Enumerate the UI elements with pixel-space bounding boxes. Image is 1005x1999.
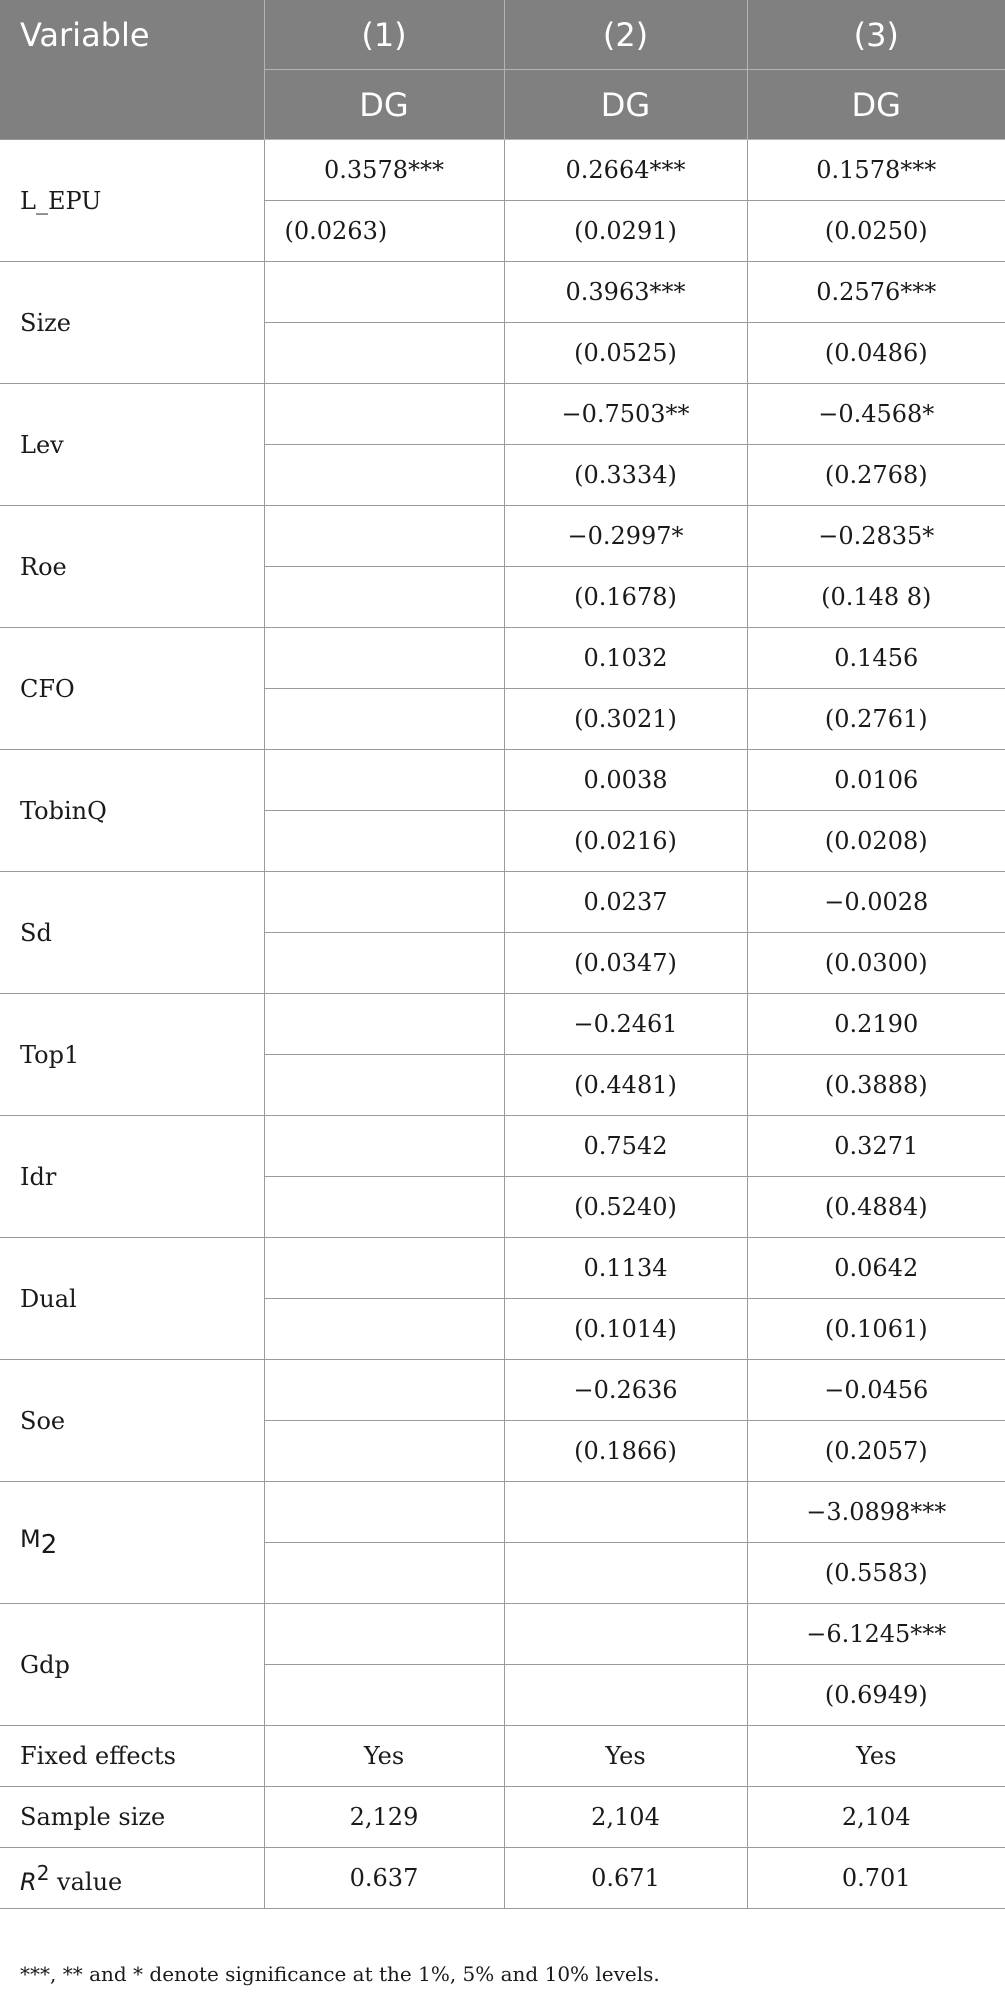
coef-cell: 0.3963*** <box>504 262 747 323</box>
header-model-1: (1) <box>264 0 504 70</box>
table-row <box>0 750 1005 811</box>
coef-cell <box>264 872 504 933</box>
coef-cell: 0.2664*** <box>504 140 747 201</box>
se-cell: (0.0300) <box>747 933 1005 994</box>
table-row <box>0 1482 1005 1543</box>
coef-cell <box>264 1482 504 1543</box>
se-cell: (0.0347) <box>504 933 747 994</box>
table-row <box>0 994 1005 1055</box>
variable-name: Roe <box>0 506 264 628</box>
variable-name: TobinQ <box>0 750 264 872</box>
coef-cell: 0.3271 <box>747 1116 1005 1177</box>
coef-cell <box>264 1604 504 1665</box>
coef-cell: −0.2636 <box>504 1360 747 1421</box>
se-cell: (0.2761) <box>747 689 1005 750</box>
coef-cell <box>264 384 504 445</box>
coef-cell: 0.1134 <box>504 1238 747 1299</box>
se-cell: (0.3021) <box>504 689 747 750</box>
sample-size-value: 2,104 <box>747 1787 1005 1848</box>
header-model-2: (2) <box>504 0 747 70</box>
se-cell: (0.3334) <box>504 445 747 506</box>
se-cell: (0.4481) <box>504 1055 747 1116</box>
variable-name: L_EPU <box>0 140 264 262</box>
table-row <box>0 1360 1005 1421</box>
table-row <box>0 262 1005 323</box>
variable-name: Lev <box>0 384 264 506</box>
coef-cell <box>264 262 504 323</box>
table-row <box>0 384 1005 445</box>
coef-cell: −0.2461 <box>504 994 747 1055</box>
coef-cell: 0.7542 <box>504 1116 747 1177</box>
fixed-effects-value: Yes <box>504 1726 747 1787</box>
coef-cell <box>264 1360 504 1421</box>
coef-cell: 0.0642 <box>747 1238 1005 1299</box>
coef-cell: −0.0028 <box>747 872 1005 933</box>
coef-cell: −0.0456 <box>747 1360 1005 1421</box>
r-squared-value: 0.671 <box>504 1848 747 1909</box>
sample-size-label: Sample size <box>0 1787 264 1848</box>
variable-name: Dual <box>0 1238 264 1360</box>
coef-cell: 0.3578*** <box>264 140 504 201</box>
se-cell <box>504 1665 747 1726</box>
table-header <box>0 0 1005 140</box>
coef-cell: 0.1578*** <box>747 140 1005 201</box>
se-cell: (0.0263) <box>264 201 504 262</box>
se-cell <box>264 689 504 750</box>
se-cell: (0.0525) <box>504 323 747 384</box>
header-blank <box>0 70 264 140</box>
variable-name: Gdp <box>0 1604 264 1726</box>
se-cell: (0.0486) <box>747 323 1005 384</box>
r-squared-superscript: 2 <box>36 1860 50 1885</box>
r-squared-symbol <box>20 1860 50 1896</box>
significance-note: ***, ** and * denote significance at the 1%, 5% and 10% levels. <box>20 1962 660 1986</box>
se-cell: (0.1061) <box>747 1299 1005 1360</box>
coef-cell: 0.0106 <box>747 750 1005 811</box>
r-squared-main: R <box>20 1867 37 1896</box>
table-row <box>0 506 1005 567</box>
coef-cell: 0.1456 <box>747 628 1005 689</box>
se-cell: (0.5583) <box>747 1543 1005 1604</box>
variable-name: Sd <box>0 872 264 994</box>
coef-cell <box>504 1482 747 1543</box>
se-cell <box>264 445 504 506</box>
coef-cell: −3.0898*** <box>747 1482 1005 1543</box>
coef-cell <box>264 1116 504 1177</box>
se-cell <box>264 1421 504 1482</box>
coef-cell <box>264 628 504 689</box>
table-row <box>0 1238 1005 1299</box>
header-row-model <box>0 0 1005 70</box>
coef-cell: 0.2190 <box>747 994 1005 1055</box>
coef-cell <box>264 506 504 567</box>
sample-size-row <box>0 1787 1005 1848</box>
coef-cell <box>264 1238 504 1299</box>
header-model-3: (3) <box>747 0 1005 70</box>
header-variable: Variable <box>0 0 264 70</box>
sample-size-value: 2,104 <box>504 1787 747 1848</box>
se-cell: (0.4884) <box>747 1177 1005 1238</box>
header-dv-1: DG <box>264 70 504 140</box>
se-cell: (0.2057) <box>747 1421 1005 1482</box>
coef-cell: 0.0038 <box>504 750 747 811</box>
r-squared-row <box>0 1848 1005 1909</box>
coef-cell: −0.7503** <box>504 384 747 445</box>
fixed-effects-value: Yes <box>747 1726 1005 1787</box>
se-cell <box>264 323 504 384</box>
fixed-effects-value: Yes <box>264 1726 504 1787</box>
se-cell <box>264 1543 504 1604</box>
sample-size-value: 2,129 <box>264 1787 504 1848</box>
se-cell: (0.0291) <box>504 201 747 262</box>
r-squared-label <box>0 1848 264 1909</box>
coef-cell: 0.2576*** <box>747 262 1005 323</box>
se-cell: (0.148 8) <box>747 567 1005 628</box>
coef-cell: −0.4568* <box>747 384 1005 445</box>
se-cell: (0.1014) <box>504 1299 747 1360</box>
table-row <box>0 1604 1005 1665</box>
se-cell <box>504 1543 747 1604</box>
header-row-dependent <box>0 70 1005 140</box>
variable-name: Idr <box>0 1116 264 1238</box>
m2-subscript: 2 <box>40 1530 58 1560</box>
se-cell: (0.0216) <box>504 811 747 872</box>
se-cell: (0.0208) <box>747 811 1005 872</box>
coef-cell <box>504 1604 747 1665</box>
variable-name: Top1 <box>0 994 264 1116</box>
m2-main: M <box>20 1525 41 1553</box>
se-cell: (0.1866) <box>504 1421 747 1482</box>
r-squared-value: 0.637 <box>264 1848 504 1909</box>
se-cell <box>264 1177 504 1238</box>
se-cell <box>264 567 504 628</box>
se-cell <box>264 1299 504 1360</box>
coef-cell: 0.0237 <box>504 872 747 933</box>
coef-cell: −0.2997* <box>504 506 747 567</box>
se-cell: (0.6949) <box>747 1665 1005 1726</box>
se-cell: (0.2768) <box>747 445 1005 506</box>
variable-name: Soe <box>0 1360 264 1482</box>
header-dv-2: DG <box>504 70 747 140</box>
m2-label <box>20 1525 58 1560</box>
table-row <box>0 628 1005 689</box>
fixed-effects-label: Fixed effects <box>0 1726 264 1787</box>
r-squared-value: 0.701 <box>747 1848 1005 1909</box>
table-row <box>0 872 1005 933</box>
se-cell: (0.3888) <box>747 1055 1005 1116</box>
coef-cell: −6.1245*** <box>747 1604 1005 1665</box>
se-cell <box>264 1055 504 1116</box>
se-cell: (0.0250) <box>747 201 1005 262</box>
coef-cell <box>264 750 504 811</box>
variable-name: Size <box>0 262 264 384</box>
table-row <box>0 140 1005 201</box>
variable-name: CFO <box>0 628 264 750</box>
se-cell: (0.5240) <box>504 1177 747 1238</box>
se-cell <box>264 811 504 872</box>
fixed-effects-row <box>0 1726 1005 1787</box>
coef-cell <box>264 994 504 1055</box>
coef-cell: −0.2835* <box>747 506 1005 567</box>
se-cell <box>264 1665 504 1726</box>
variable-name <box>0 1482 264 1604</box>
coef-cell: 0.1032 <box>504 628 747 689</box>
r-squared-rest: value <box>49 1867 123 1896</box>
header-dv-3: DG <box>747 70 1005 140</box>
table-row <box>0 1116 1005 1177</box>
table-body <box>0 140 1005 1909</box>
se-cell: (0.1678) <box>504 567 747 628</box>
se-cell <box>264 933 504 994</box>
